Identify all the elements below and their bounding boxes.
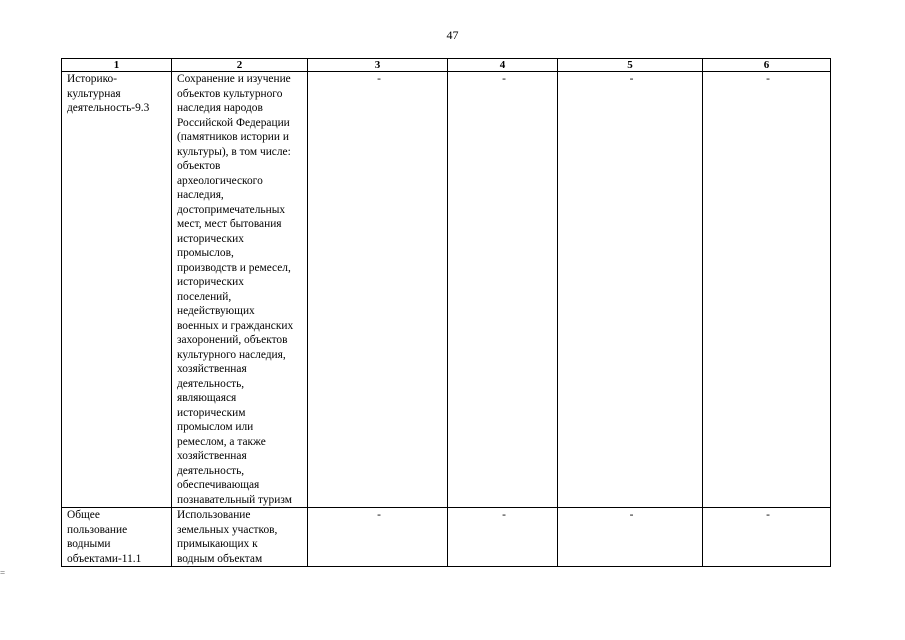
value-cell-5: - <box>558 72 703 508</box>
value-cell-4: - <box>448 508 558 567</box>
column-header-2: 2 <box>172 59 308 72</box>
value-cell-4: - <box>448 72 558 508</box>
column-header-1: 1 <box>62 59 172 72</box>
activity-description-cell: Использование земельных участков, примыкающих к водным объектам <box>172 508 308 567</box>
column-header-3: 3 <box>308 59 448 72</box>
table-header-row <box>62 59 831 72</box>
column-header-6: 6 <box>703 59 831 72</box>
page-number: 47 <box>446 28 459 42</box>
table-row <box>62 508 831 567</box>
document-table <box>61 58 831 567</box>
column-header-4: 4 <box>448 59 558 72</box>
activity-description-cell: Сохранение и изучение объектов культурного наследия народов Российской Федерации (памятников истории и культуры), в том числе: объектов археологического наследия, достопримечательных мест, мест бытования исторических промыслов, производств и ремесел, исторических поселений, недействующих военных и гражданских захоронений, объектов культурного наследия, хозяйственная деятельность, являющаяся историческим промыслом или ремеслом, а также хозяйственная деятельность, обеспечивающая познавательный туризм <box>172 72 308 508</box>
margin-mark: = <box>0 568 6 578</box>
activity-type-cell: Историко- культурная деятельность-9.3 <box>62 72 172 508</box>
value-cell-3: - <box>308 72 448 508</box>
value-cell-6: - <box>703 72 831 508</box>
table-row <box>62 72 831 508</box>
value-cell-3: - <box>308 508 448 567</box>
value-cell-6: - <box>703 508 831 567</box>
column-header-5: 5 <box>558 59 703 72</box>
value-cell-5: - <box>558 508 703 567</box>
activity-type-cell: Общее пользование водными объектами-11.1 <box>62 508 172 567</box>
